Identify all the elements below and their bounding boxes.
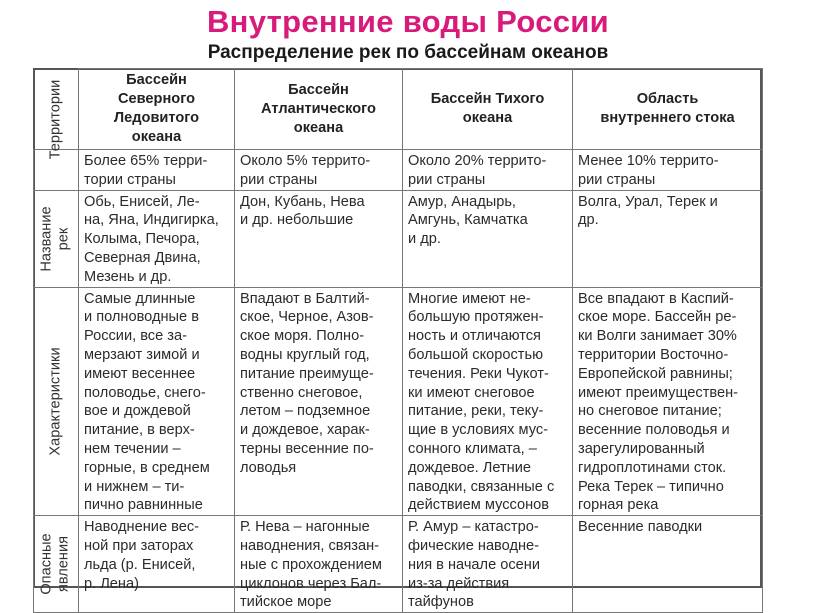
page-subtitle: Распределение рек по бассейнам океанов (207, 42, 609, 63)
cell-dangers-pacific: Р. Амур – катастро- фические наводне- ния в начале осени из-за действия тайфунов (403, 516, 573, 613)
row-header-names: Название рек (34, 190, 79, 287)
row-header-features: Характеристики (34, 287, 79, 516)
cell-names-atlantic: Дон, Кубань, Нева и др. небольшие (235, 190, 403, 287)
cell-territory-arctic: Более 65% терри- тории страны (79, 150, 235, 191)
cell-names-arctic: Обь, Енисей, Ле- на, Яна, Индигирка, Колыма, Печора, Северная Двина, Мезень и др. (79, 190, 235, 287)
column-header-pacific: Бассейн Тихого океана (403, 69, 573, 150)
rivers-table (33, 68, 763, 613)
cell-features-pacific: Многие имеют не- большую протяжен- ность и отличаются большой скоростью течения. Реки Чукот- ки имеют снеговое питание, реки, теку- щие в условиях мус- сонного климата, – дождевое. Летние паводки, связанные с действием муссонов (403, 287, 573, 516)
cell-features-internal: Все впадают в Каспий- ское море. Бассейн ре- ки Волги занимает 30% территории Восточно- Европейской равнины; имеют преимуществен- но снеговое питание; весенние половодья и зарегулированный гидроплотинами сток. Река Терек – типично горная река (573, 287, 763, 516)
page-title: Внутренние воды России (206, 4, 610, 39)
cell-territory-pacific: Около 20% террито- рии страны (403, 150, 573, 191)
cell-names-internal: Волга, Урал, Терек и др. (573, 190, 763, 287)
column-header-internal: Область внутреннего стока (573, 69, 763, 150)
cell-features-atlantic: Впадают в Балтий- ское, Черное, Азов- ское моря. Полно- водны круглый год, питание преимуще- ственно снеговое, летом – подземное и дождевое, харак- терны весенние по- ловодья (235, 287, 403, 516)
column-header-atlantic: Бассейн Атлантического океана (235, 69, 403, 150)
column-header-arctic: Бассейн Северного Ледовитого океана (79, 69, 235, 150)
cell-dangers-arctic: Наводнение вес- ной при заторах льда (р. Енисей, р. Лена) (79, 516, 235, 613)
cell-names-pacific: Амур, Анадырь, Амгунь, Камчатка и др. (403, 190, 573, 287)
cell-dangers-internal: Весенние паводки (573, 516, 763, 613)
row-header-territory: Территории (34, 150, 79, 191)
cell-territory-atlantic: Около 5% террито- рии страны (235, 150, 403, 191)
cell-territory-internal: Менее 10% террито- рии страны (573, 150, 763, 191)
cell-dangers-atlantic: Р. Нева – нагонные наводнения, связан- ные с прохождением циклонов через Бал- тийское море (235, 516, 403, 613)
cell-features-arctic: Самые длинные и полноводные в России, все за- мерзают зимой и имеют весеннее половодье, снего- вое и дождевой питание, в верх- нем течении – горные, в среднем и нижнем – ти- пично равнинные (79, 287, 235, 516)
row-header-dangers: Опасные явления (34, 516, 79, 613)
